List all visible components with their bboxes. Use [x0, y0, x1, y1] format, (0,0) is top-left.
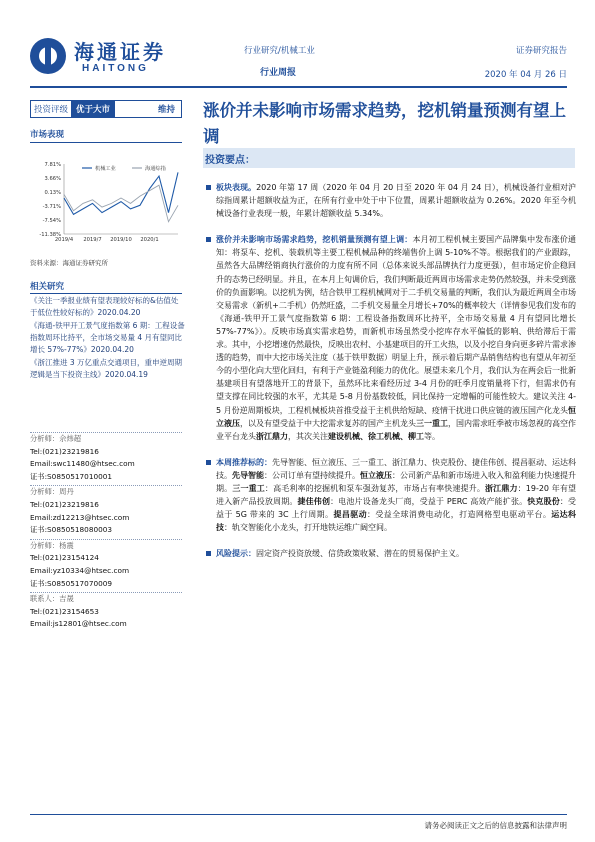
analyst-name: 分析师：杨震 — [30, 540, 74, 550]
analyst-tel: Tel:(021)23219816 — [30, 499, 99, 509]
analyst-name: 分析师：佘炜超 — [30, 434, 82, 443]
analyst-card — [30, 592, 182, 631]
footer-disclaimer: 请务必阅读正文之后的信息披露和法律声明 — [424, 821, 567, 830]
analyst-email[interactable]: Email:zd12213@htsec.com — [30, 512, 130, 522]
rating-label: 投资评级 — [34, 105, 69, 115]
related-item[interactable]: 《浙江推进 3 万亿重点交通项目，重申逆周期逻辑是当下投资主线》2020.04.19 — [30, 358, 183, 379]
header-divider — [30, 86, 567, 88]
bullet-text: 本月初工程机械主要国产品牌集中发布涨价通知：将泵车、挖机、装载机等主要工程机械品种的终端售价上调 5-10%不等。根据我们的产业跟踪，虽然各大品牌经销商执行涨价的力度有所不同（总体来说头部品牌执行力度更强），但市场定价企稳回升的态势已经明显。并且，在本月上旬调价后，我们判断最近两周市场需求走势仍然较强，并未受到涨价的负面影响。以挖机为例，结合铁甲工程机械网对于二手机交易量的判断，我们认为最近两周全市场交易需求（新机+二手机）仍然旺盛，二手机交易量全月增长+70%的概率较大（详情参见我们发布的《海通-铁甲开工景气度指数第 6 期：工程设备指数周环比持平，全市场交易量 4 月有望同比增长 57%-77%》）。反映市场真实需求趋势，而新机市场虽然受小挖库存水平偏低的影响、供给滞后于需求。其中，小挖增速仍然最快，反映出农村、小基建项目的开工火热，以及小挖自身向更多碎片需求渗透的趋势，而中大挖市场关注度（基于铁甲数据）明显上升，预示着后期产品销售结构也有望从年初至今的小型化向大型化回归，有利于产业链盈利能力的优化。展望未来几个月，我们认为在两会后一批新基建项目有望落地开工的背景下，虽然环比来看经历过 3-4 月份的旺季月度销量将下行，但需求仍有望支撑在同比较强的水平，尤其是 5-8 月份基数较低，同比保持一定增幅的可能性较大。建议关注 4-5 月份逆周期板块，工程机械板块首推受益于主机供给短缺、疫情干扰进口供应链的液压国产化龙头 — [216, 235, 577, 415]
key-points-title: 投资要点： — [205, 155, 255, 166]
stock-name: 先导智能 — [232, 470, 264, 480]
bullet-text: ：公司新产品和新市场进入收入和盈利能力快速提升期。 — [216, 470, 576, 493]
stock-name: 三一重工 — [232, 483, 265, 493]
bullet-text: ：轨交智能化小龙头，打开地铁运维广阔空间。 — [224, 523, 392, 533]
stock-name: 浙江鼎力 — [485, 483, 518, 493]
bullet-text: ：高毛利率的挖掘机和泵车强劲复苏，市场占有率快速提升。 — [264, 483, 486, 493]
analyst-tel: Tel:(021)23154124 — [30, 553, 99, 563]
bullet-text: ：19-20 年有望进入新产品投放周期。 — [216, 483, 577, 507]
analyst-cert: 证书:S0850517010001 — [30, 471, 113, 481]
analyst-contacts — [30, 432, 182, 633]
contact-email[interactable]: Email:js12801@htsec.com — [30, 619, 127, 629]
bullet-text: 等。 — [424, 431, 440, 441]
bullet-demand-trend — [204, 233, 576, 443]
y-tick-label: 0.13% — [44, 190, 61, 196]
market-performance-chart — [30, 158, 182, 244]
bullet-label: 本周推荐标的： — [216, 457, 272, 467]
analyst-card — [30, 432, 182, 483]
analyst-email[interactable]: Email:yz10334@htsec.com — [30, 565, 130, 575]
series-line-haitong-index — [64, 185, 178, 222]
y-tick-label: 7.81% — [44, 162, 61, 168]
investment-rating-box — [30, 100, 182, 118]
bullet-recommended-stocks — [204, 456, 576, 535]
x-tick-label: 2019/7 — [83, 237, 102, 243]
related-item[interactable]: 《关注一季报业绩有望表现较好标的&估值处于低位性较好标的》2020.04.20 — [30, 296, 179, 317]
report-type-label: 行业周报 — [260, 68, 297, 78]
related-item[interactable]: 《海通-铁甲开工景气度指数第 6 期：工程设备指数周环比持平，全市场交易量 4 月有望同比增长 57%-77%》2020.04.20 — [30, 321, 185, 354]
haitong-logo-mark — [30, 38, 66, 74]
analyst-name: 分析师：周丹 — [30, 487, 74, 497]
y-tick-label: -11.38% — [39, 232, 61, 238]
report-category-label: 证券研究报告 — [515, 46, 567, 56]
analyst-email[interactable]: Email:swc11480@htsec.com — [30, 459, 135, 469]
stock-name: 建设机械、徐工机械、柳工 — [328, 431, 424, 441]
bullet-text: ：受益于 5G 带来的 3C 上行周期。 — [216, 497, 577, 520]
bullet-text: 先导智能、恒立液压、三一重工、浙江鼎力、快克股份、捷佳伟创、提昌驱动、运达科技。 — [216, 457, 576, 480]
rating-action: 维持 — [157, 105, 175, 115]
x-tick-label: 2020/1 — [140, 237, 159, 243]
industry-label: 行业研究/机械工业 — [244, 46, 315, 56]
report-date: 2020 年 04 月 26 日 — [484, 70, 567, 80]
bullet-text: ：公司订单有望持续提升。 — [264, 470, 360, 480]
chart-source: 资料来源：海通证券研究所 — [30, 259, 108, 267]
contact-tel: Tel:(021)23154653 — [30, 606, 99, 616]
analyst-cert: 证书:S0850517070009 — [30, 578, 113, 588]
legend-label: 海通综指 — [145, 166, 166, 172]
bullet-text: 固定资产投资放缓、信贷政策收紧、潜在的贸易保护主义。 — [256, 549, 464, 559]
stock-name: 恒立液压 — [360, 470, 392, 480]
y-tick-label: 3.66% — [44, 176, 61, 182]
market-performance-title: 市场表现 — [30, 130, 65, 140]
related-research-list — [30, 295, 185, 382]
stock-name: 恒立液压 — [216, 405, 576, 428]
rating-value: 优于大市 — [71, 101, 115, 117]
bullet-text: ：受益全球消费电动化，打造网格型电驱动平台。 — [366, 510, 552, 520]
related-title-rule — [30, 293, 182, 294]
bullet-text: 2020 年第 17 周（2020 年 04 月 20 日至 2020 年 04 月 24 日），机械设备行业相对沪综指周累计超额收益为正，在所有行业中处于中下位置，周累计超额收益为 0.26%。2020 年至今机械设备行业表现一般，年累计超额收益 5.34%。 — [216, 183, 577, 219]
bullet-text: ，以及有望受益于中大挖需求复苏的国产主机龙头 — [240, 418, 416, 428]
contact-name: 联系人：吉晟 — [30, 594, 74, 604]
bullet-label: 风险提示： — [216, 549, 256, 559]
key-points-content — [204, 181, 576, 573]
bullet-label: 板块表现。 — [216, 183, 257, 192]
y-tick-label: -3.71% — [42, 204, 61, 210]
x-tick-label: 2019/10 — [110, 237, 132, 243]
analyst-tel: Tel:(021)23219816 — [30, 446, 99, 456]
report-title: 涨价并未影响市场需求趋势，挖机销量预测有望上调 — [203, 101, 566, 146]
analyst-card — [30, 539, 182, 590]
stock-name: 提昌驱动 — [333, 510, 367, 520]
stock-name: 运达科技 — [216, 510, 577, 533]
stock-name: 快克股份 — [527, 497, 560, 507]
related-research-title: 相关研究 — [30, 282, 65, 292]
market-title-rule — [30, 142, 182, 143]
key-points-bar — [203, 148, 575, 168]
bullet-text: ：电池片设备龙头厂商，受益于 PERC 高效产能扩张。 — [330, 497, 528, 507]
legend-label: 机械工业 — [95, 166, 116, 172]
bullet-label: 涨价并未影响市场需求趋势，挖机销量预测有望上调： — [216, 235, 413, 245]
logo-chinese-name: 海通证券 — [74, 40, 166, 64]
analyst-cert: 证书:S0850518080003 — [30, 525, 113, 535]
bullet-sector-performance — [204, 181, 576, 220]
analyst-card — [30, 485, 182, 536]
bullet-text: ，其次关注 — [288, 431, 328, 441]
logo-english-name: HAITONG — [82, 63, 149, 74]
stock-name: 捷佳伟创 — [297, 497, 331, 507]
bullet-risk-warning — [204, 547, 576, 560]
stock-name: 浙江鼎力 — [256, 431, 288, 441]
bullet-text: ，国内需求旺季被市场忽视的高空作业平台龙头 — [216, 418, 576, 441]
stock-name: 三一重工 — [416, 418, 448, 428]
x-tick-label: 2019/4 — [54, 237, 74, 243]
footer-divider — [30, 814, 567, 815]
haitong-logo — [30, 36, 190, 80]
y-tick-label: -7.54% — [42, 218, 61, 224]
